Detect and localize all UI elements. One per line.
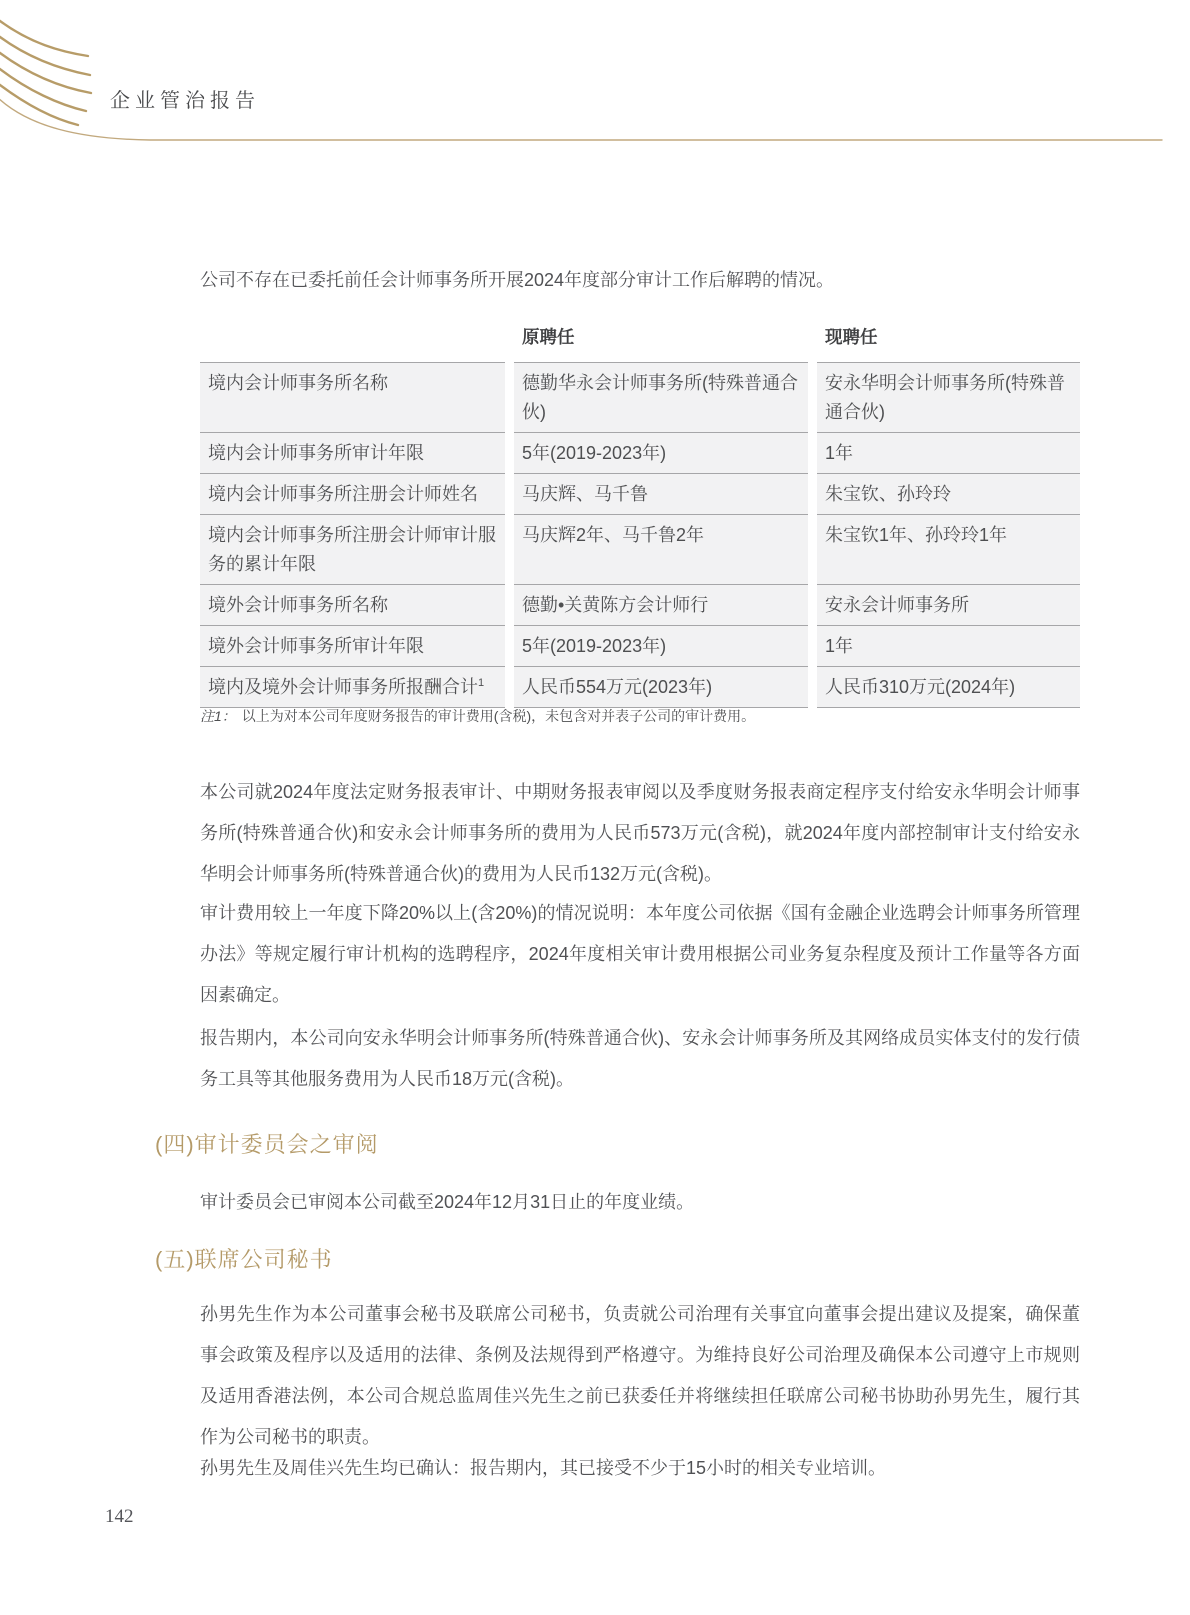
audit-committee-review-paragraph: 审计委员会已审阅本公司截至2024年12月31日止的年度业绩。 <box>200 1192 695 1212</box>
fees-paragraph: 本公司就2024年度法定财务报表审计、中期财务报表审阅以及季度财务报表商定程序支付给安永华明会计师事务所(特殊普通合伙)和安永会计师事务所的费用为人民币573万元(含税)，就2024年度内部控制审计支付给安永华明会计师事务所(特殊普通合伙)的费用为人民币132万元(含税)。 <box>200 782 1080 884</box>
training-confirmation-paragraph: 孙男先生及周佳兴先生均已确认：报告期内，其已接受不少于15小时的相关专业培训。 <box>200 1458 887 1478</box>
auditor-table <box>200 322 1080 708</box>
table-cell-current: 1年 <box>817 625 1080 666</box>
table-cell-current: 安永会计师事务所 <box>817 584 1080 625</box>
table-header-previous-appointment: 原聘任 <box>522 327 575 347</box>
table-cell-current: 1年 <box>817 432 1080 473</box>
page-title: 企业管治报告 <box>110 90 260 112</box>
table-row-label: 境内及境外会计师事务所报酬合计$^1$ <box>200 666 505 708</box>
other-services-paragraph: 报告期内，本公司向安永华明会计师事务所(特殊普通合伙)、安永会计师事务所及其网络成员实体支付的发行债务工具等其他服务费用为人民币18万元(含税)。 <box>200 1028 1080 1089</box>
table-header-current-appointment: 现聘任 <box>825 327 878 347</box>
table-row-label: 境内会计师事务所注册会计师审计服务的累计年限 <box>200 514 505 584</box>
table-cell-previous: 德勤•关黄陈方会计师行 <box>514 584 808 625</box>
table-cell-previous: 马庆辉、马千鲁 <box>514 473 808 514</box>
intro-paragraph: 公司不存在已委托前任会计师事务所开展2024年度部分审计工作后解聘的情况。 <box>200 270 835 290</box>
table-cell-previous: 德勤华永会计师事务所(特殊普通合伙) <box>514 362 808 432</box>
table-cell-current: 朱宝钦、孙玲玲 <box>817 473 1080 514</box>
table-cell-current: 安永华明会计师事务所(特殊普通合伙) <box>817 362 1080 432</box>
table-row-label: 境内会计师事务所审计年限 <box>200 432 505 473</box>
table-row-label: 境外会计师事务所审计年限 <box>200 625 505 666</box>
table-cell-previous: 5年(2019-2023年) <box>514 432 808 473</box>
table-cell-current: 朱宝钦1年、孙玲玲1年 <box>817 514 1080 584</box>
section-heading-joint-company-secretaries: (五)联席公司秘书 <box>155 1247 333 1272</box>
table-cell-previous: 人民币554万元(2023年) <box>514 666 808 708</box>
table-cell-previous: 马庆辉2年、马千鲁2年 <box>514 514 808 584</box>
table-header-blank <box>200 322 505 362</box>
footnote-reference: 1 <box>478 677 485 689</box>
section-heading-audit-committee-review: (四)审计委员会之审阅 <box>155 1132 379 1157</box>
footnote-marker: 注1： <box>200 708 236 724</box>
fee-decrease-paragraph: 审计费用较上一年度下降20%以上(含20%)的情况说明：本年度公司依据《国有金融企业选聘会计师事务所管理办法》等规定履行审计机构的选聘程序，2024年度相关审计费用根据公司业务复杂程度及预计工作量等各方面因素确定。 <box>200 903 1080 1005</box>
table-cell-previous: 5年(2019-2023年) <box>514 625 808 666</box>
table-row-label: 境内会计师事务所名称 <box>200 362 505 432</box>
joint-company-secretaries-paragraph: 孙男先生作为本公司董事会秘书及联席公司秘书，负责就公司治理有关事宜向董事会提出建议及提案，确保董事会政策及程序以及适用的法律、条例及法规得到严格遵守。为维持良好公司治理及确保本公司遵守上市规则及适用香港法例，本公司合规总监周佳兴先生之前已获委任并将继续担任联席公司秘书协助孙男先生，履行其作为公司秘书的职责。 <box>200 1304 1080 1447</box>
table-cell-current: 人民币310万元(2024年) <box>817 666 1080 708</box>
table-row-label: 境内会计师事务所注册会计师姓名 <box>200 473 505 514</box>
footnote-text: 以上为对本公司年度财务报告的审计费用(含税)，未包含对并表子公司的审计费用。 <box>241 708 756 724</box>
table-row-label: 境外会计师事务所名称 <box>200 584 505 625</box>
page-number: 142 <box>105 1506 134 1527</box>
footnote <box>200 705 1080 727</box>
